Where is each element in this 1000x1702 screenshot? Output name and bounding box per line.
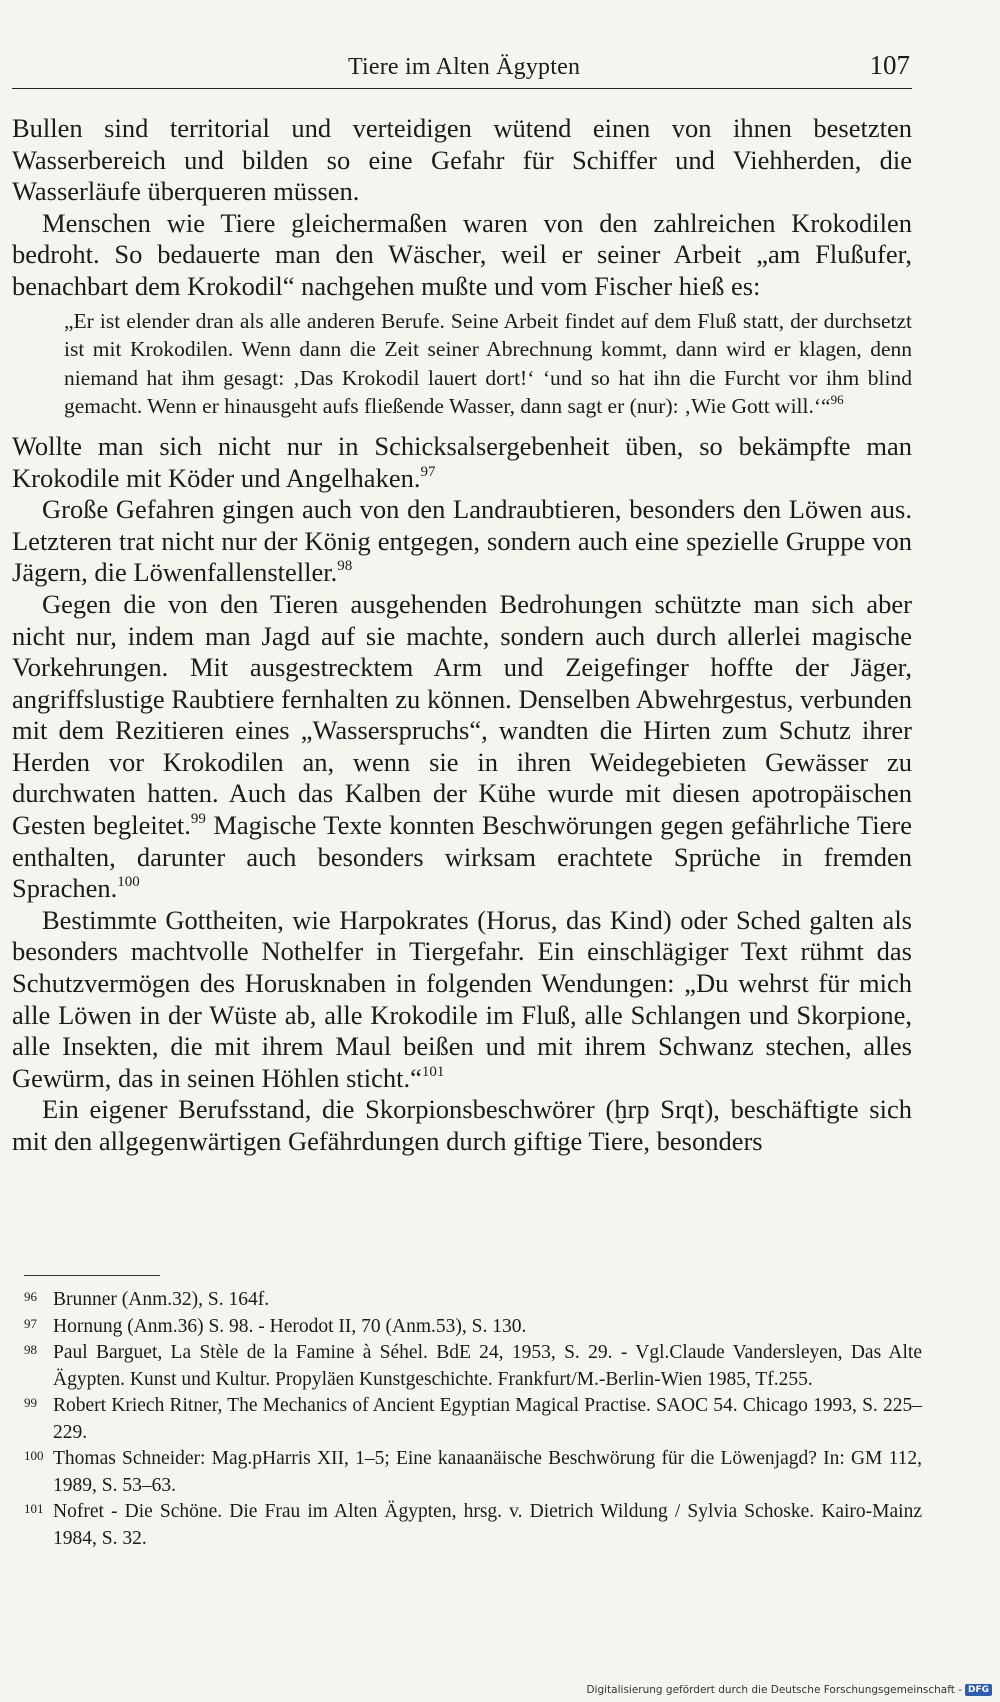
- footnote-text: Paul Barguet, La Stèle de la Famine à Séhel. BdE 24, 1953, S. 29. - Vgl.Claude Vandersleyen, Das Alte Ägypten. Kunst und Kultur. Propyläen Kunstgeschichte. Frankfurt/M.-Berlin-Wien 1985, Tf.255.: [53, 1342, 922, 1390]
- paragraph: [12, 1094, 912, 1157]
- footnote-text: Robert Kriech Ritner, The Mechanics of Ancient Egyptian Magical Practise. SAOC 54. Chicago 1993, S. 225–229.: [53, 1395, 922, 1443]
- footnote-ref: 100: [117, 874, 140, 891]
- footnote-number: 100: [24, 1448, 44, 1463]
- footnote-number: 97: [24, 1315, 37, 1331]
- paragraph: [12, 494, 912, 589]
- footnote-divider: [24, 1275, 160, 1276]
- digitization-credit: [586, 1684, 992, 1696]
- paragraph-text: Magische Texte konnten Beschwörungen gegen gefährliche Tiere enthalten, darunter auch besonders wirksam erachtete Sprüche in fremden Sprachen.: [12, 810, 912, 904]
- footnote-number: 98: [24, 1342, 37, 1357]
- credit-text: Digitalisierung gefördert durch die Deutsche Forschungsgemeinschaft -: [586, 1684, 962, 1696]
- footnote-item: [24, 1446, 922, 1499]
- footnote-text: Brunner (Anm.32), S. 164f.: [53, 1289, 270, 1310]
- footnote-item: [24, 1499, 922, 1552]
- paragraph-text: Bestimmte Gottheiten, wie Harpokrates (Horus, das Kind) oder Sched galten als besonders machtvolle Nothelfer in Tiergefahr. Ein einschlägiger Text rühmt das Schutzvermögen des Horusknaben in folgenden Wendungen: „Du wehrst für mich alle Löwen in der Wüste ab, alle Krokodile im Fluß, alle Schlangen und Skorpione, alle Insekten, die mit ihrem Maul beißen und mit ihrem Schwanz stechen, alles Gewürm, das in seinen Höhlen sticht.“: [12, 904, 912, 1093]
- paragraph: [12, 208, 912, 303]
- footnote-text: Thomas Schneider: Mag.pHarris XII, 1–5; Eine kanaanäische Beschwörung für die Löwenjagd? In: GM 112, 1989, S. 53–63.: [53, 1448, 922, 1496]
- paragraph: [12, 431, 912, 494]
- footnote-number: 101: [24, 1501, 44, 1516]
- footnote-text: Hornung (Anm.36) S. 98. - Herodot II, 70 (Anm.53), S. 130.: [53, 1315, 527, 1337]
- paragraph: [12, 905, 912, 1095]
- paragraph-text: Wollte man sich nicht nur in Schicksalsergebenheit üben, so bekämpfte man Krokodile mit Köder und Angelhaken.: [12, 430, 912, 493]
- paragraph-text: Große Gefahren gingen auch von den Landraubtieren, besonders den Löwen aus. Letzteren trat nicht nur der König entgegen, sondern auch eine spezielle Gruppe von Jägern, die Löwenfallensteller.: [12, 494, 912, 588]
- block-quote: [64, 307, 912, 421]
- paragraph: [12, 113, 912, 208]
- footnote-item: [24, 1340, 922, 1393]
- footnotes: [24, 1287, 922, 1552]
- footnote-ref: 97: [420, 463, 436, 480]
- footnote-text: Nofret - Die Schöne. Die Frau im Alten Ägypten, hrsg. v. Dietrich Wildung / Sylvia Schoske. Kairo-Mainz 1984, S. 32.: [53, 1501, 922, 1549]
- footnote-ref: 101: [421, 1063, 445, 1080]
- paragraph-text: Bullen sind territorial und verteidigen wütend einen von ihnen besetzten Wasserbereich und bilden so eine Gefahr für Schiffer und Viehherden, die Wasserläufe überqueren müssen.: [12, 113, 912, 207]
- paragraph-text: Menschen wie Tiere gleichermaßen waren von den zahlreichen Krokodilen bedroht. So bedauerte man den Wäscher, weil er seiner Arbeit „am Flußufer, benachbart dem Krokodil“ nachgehen mußte und vom Fischer hieß es:: [12, 207, 912, 301]
- footnote-item: [24, 1393, 922, 1446]
- footnote-item: [24, 1314, 922, 1341]
- footnote-item: [24, 1287, 922, 1314]
- dfg-logo: DFG: [965, 1684, 992, 1696]
- footnote-number: 96: [24, 1289, 37, 1304]
- paragraph-text: Gegen die von den Tieren ausgehenden Bedrohungen schützte man sich aber nicht nur, indem man Jagd auf sie machte, sondern auch durch allerlei magische Vorkehrungen. Mit ausgestrecktem Arm und Zeigefinger hoffte der Jäger, angriffslustige Raubtiere fernhalten zu können. Denselben Abwehrgestus, verbunden mit dem Rezitieren eines „Wasserspruchs“, wandten die Hirten zum Schutz ihrer Herden vor Krokodilen an, wenn sie in ihren Weidegebieten Gewässer zu durchwaten hatten. Auch das Kalben der Kühe wurde mit diesen apotropäischen Gesten begleitet.: [12, 588, 912, 841]
- footnote-ref: 96: [830, 392, 844, 408]
- paragraph-text: Ein eigener Berufsstand, die Skorpionsbeschwörer (ḫrp Srqt), beschäftigte sich mit den allgegenwärtigen Gefährdungen durch giftige Tiere, besonders: [12, 1094, 912, 1156]
- footnote-number: 99: [24, 1395, 37, 1410]
- quote-text: „Er ist elender dran als alle anderen Berufe. Seine Arbeit findet auf dem Fluß statt, der durchsetzt ist mit Krokodilen. Wenn dann die Zeit seiner Abrechnung kommt, dann wird er klagen, denn niemand hat ihm gesagt: ‚Das Krokodil lauert dort!‘ ‘und so hat ihn die Furcht vor ihm blind gemacht. Wenn er hinausgeht aufs fließende Wasser, dann sagt er (nur): ‚Wie Gott will.‘“: [64, 308, 912, 419]
- paragraph: [12, 589, 912, 905]
- page-number: 107: [869, 50, 910, 80]
- running-header: [12, 52, 912, 89]
- main-text: [12, 113, 912, 1158]
- running-title: Tiere im Alten Ägypten: [348, 54, 581, 80]
- footnote-ref: 99: [190, 811, 206, 828]
- footnote-ref: 98: [337, 558, 353, 575]
